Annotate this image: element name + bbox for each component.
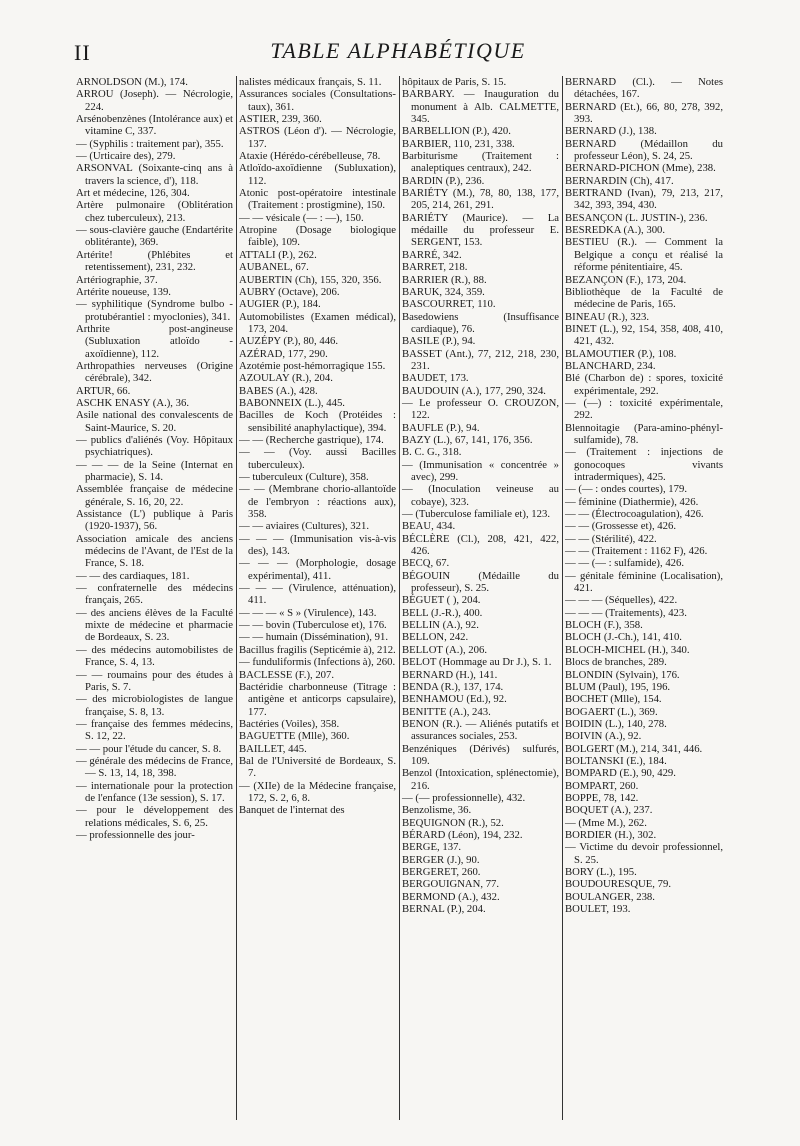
index-entry: BARBARY. — Inauguration du monument à Alb. CALMETTE, 345. [402,88,559,126]
index-entry: BARRET, 218. [402,261,468,274]
index-entry: BESANÇON (L. JUSTIN-), 236. [565,211,708,224]
index-entry: — française des femmes médecins, S. 12, 22. [76,717,233,743]
index-entry: — (— professionnelle), 432. [402,791,526,804]
index-entry: BEAU, 434. [402,520,456,533]
page-number: II [74,40,91,65]
index-entry: Benzolisme, 36. [402,804,472,817]
index-entry: — funduliformis (Infections à), 260. [239,656,396,669]
index-entry: — confraternelle des médecins français, 265. [76,582,233,607]
index-entry: BLONDIN (Sylvain), 176. [565,668,680,681]
index-entry: BOLGERT (M.), 214, 341, 446. [565,742,703,755]
index-entry: — — bovin (Tuberculose et), 176. [239,619,387,632]
index-entry: — (Immunisation « concentrée » avec), 299. [402,458,559,483]
index-entry: Basedowiens (Insuffisance cardiaque), 76. [402,310,559,335]
index-entry: — — des cardiaques, 181. [76,569,190,582]
index-columns [74,76,729,1120]
index-entry: BABONNEIX (L.), 445. [239,396,345,409]
index-entry: BOIVIN (A.), 92. [565,730,642,743]
index-entry: nalistes médicaux français, S. 11. [239,76,382,88]
page-title: TABLE ALPHABÉTIQUE [270,38,526,63]
index-entry: AUGIER (P.), 184. [239,298,321,311]
index-entry: BASILE (P.), 94. [402,335,476,348]
index-entry: BLOCH (F.), 358. [565,619,643,632]
index-entry: BENDA (R.), 137, 174. [402,680,504,693]
index-entry: BOGAERT (L.), 369. [565,705,658,718]
index-entry: BERMOND (A.), 432. [402,890,500,903]
index-entry: BERNARD (Et.), 66, 80, 278, 392, 393. [565,100,723,126]
index-entry: ATTALI (P.), 262. [239,248,317,261]
index-entry: — syphilitique (Syndrome bulbo - protubérantiel : myoclonies), 341. [76,298,233,323]
index-entry: BARBELLION (P.), 420. [402,125,511,138]
index-entry: BINEAU (R.), 323. [565,310,650,323]
index-entry: BOQUET (A.), 237. [565,804,653,817]
index-entry: Bactéries (Voiles), 358. [239,717,340,730]
index-entry: BOMPARD (E.), 90, 429. [565,767,676,780]
index-entry: Artérite noueuse, 139. [76,285,171,298]
index-entry: — — (— : sulfamide), 426. [565,557,685,570]
index-entry: BESTIEU (R.). — Comment la Belgique a conçu et réalisé la réforme pénitentiaire, 45. [565,236,723,274]
index-entry: Arsénobenzènes (Intolérance aux) et vitamine C, 337. [76,113,233,138]
index-entry: BELLON, 242. [402,631,469,644]
index-entry: BERGOUIGNAN, 77. [402,878,500,891]
index-entry: BINET (L.), 92, 154, 358, 408, 410, 421, 432. [565,322,723,348]
index-entry: BAUDET, 173. [402,372,469,385]
index-entry: ASTROS (Léon d'). — Nécrologie, 137. [239,125,396,150]
index-entry: BERGERET, 260. [402,866,481,878]
index-entry: BOULET, 193. [565,903,631,916]
index-entry: BOMPART, 260. [565,779,639,792]
index-entry: BARBIER, 110, 231, 338. [402,137,515,150]
index-entry: BERNAL (P.), 204. [402,903,486,916]
index-entry: BARIÉTY (M.), 78, 80, 138, 177, 205, 214, 261, 291. [402,187,559,212]
index-entry: B. C. G., 318. [402,446,462,459]
index-entry: BAUDOUIN (A.), 177, 290, 324. [402,384,546,397]
index-entry: BASCOURRET, 110. [402,298,496,311]
index-entry: BLOCH-MICHEL (H.), 340. [565,643,690,656]
index-entry: — (Mme M.), 262. [565,816,647,829]
index-entry: BELLOT (A.), 206. [402,643,487,656]
index-column-1 [74,76,237,1120]
index-entry: BOLTANSKI (E.), 184. [565,754,667,767]
index-entry: BAUFLE (P.), 94. [402,421,480,434]
index-entry: Barbiturisme (Traitement : analeptiques centraux), 242. [402,150,559,175]
index-entry: Atloïdo-axoïdienne (Subluxation), 112. [239,162,396,187]
index-entry: BERNARDIN (Ch), 417. [565,174,674,187]
index-entry: BERGER (J.), 90. [402,853,480,866]
index-entry: BEQUIGNON (R.), 52. [402,816,504,829]
index-entry: AUZÉPY (P.), 80, 446. [239,335,339,348]
index-entry: BOCHET (Mlle), 154. [565,693,662,706]
index-entry: — — (Électrocoagulation), 426. [565,508,704,521]
index-entry: — — — (Séquelles), 422. [565,594,678,607]
index-entry: — des anciens élèves de la Faculté mixte de médecine et pharmacie de Bordeaux, S. 23. [76,606,233,644]
index-entry: — — aviaires (Cultures), 321. [239,520,370,533]
index-entry: — (Inoculation veineuse au cobaye), 323. [402,483,559,508]
index-entry: BABES (A.), 428. [239,384,318,397]
index-entry: BERNARD (Médaillon du professeur Léon), S. 24, 25. [565,137,723,163]
index-entry: — — — (Morphologie, dosage expérimental), 411. [239,557,396,582]
index-entry: Atonic post-opératoire intestinale (Traitement : prostigmine), 150. [239,187,396,212]
index-entry: BERNARD (Cl.). — Notes détachées, 167. [565,76,723,101]
index-entry: — publics d'aliénés (Voy. Hôpitaux psychiatriques). [76,433,233,459]
index-entry: BERNARD (H.), 141. [402,668,498,681]
index-entry: BAILLET, 445. [239,742,307,755]
index-entry: — générale des médecins de France, — S. 13, 14, 18, 398. [76,754,233,780]
index-entry: Assemblée française de médecine générale, S. 16, 20, 22. [76,483,233,508]
index-entry: Artère pulmonaire (Oblitération chez tuberculeux), 213. [76,199,233,224]
index-entry: Bactéridie charbonneuse (Titrage : antigène et anticorps capsulaire), 177. [239,680,396,718]
index-entry: BELOT (Hommage au Dr J.), S. 1. [402,656,552,669]
index-entry: BÉGOUIN (Médaille du professeur), S. 25. [402,569,559,595]
index-entry: — — (Traitement : 1162 F), 426. [565,545,708,558]
index-entry: Bal de l'Université de Bordeaux, S. 7. [239,754,396,780]
index-entry: BERGE, 137. [402,841,462,854]
index-entry: Assistance (L') publique à Paris (1920-1937), 56. [76,508,233,533]
index-entry: — — (Recherche gastrique), 174. [239,433,384,446]
index-entry: BLANCHARD, 234. [565,359,656,372]
index-entry: — (—) : toxicité expérimentale, 292. [565,396,723,422]
index-column-4 [563,76,726,1120]
index-entry: Artériographie, 37. [76,273,158,286]
index-entry: Benzol (Intoxication, splénectomie), 216. [402,767,559,792]
index-entry: — — — de la Seine (Internat en pharmacie), S. 14. [76,458,233,483]
index-entry: BERNARD (J.), 138. [565,125,657,138]
index-entry: BAZY (L.), 67, 141, 176, 356. [402,433,533,446]
index-entry: ARROU (Joseph). — Nécrologie, 224. [76,88,233,113]
index-entry: — — — « S » (Virulence), 143. [239,606,377,619]
index-entry: BÉCLÈRE (Cl.), 208, 421, 422, 426. [402,532,559,558]
index-entry: ARTUR, 66. [76,384,131,397]
index-entry: BENITTE (A.), 243. [402,705,491,718]
index-entry: BORY (L.), 195. [565,866,637,878]
index-entry: AUBRY (Octave), 206. [239,285,340,298]
index-entry: — — humain (Dissémination), 91. [239,631,389,644]
index-entry: — — (Grossesse et), 426. [565,520,677,533]
index-entry: — — vésicale (— : —), 150. [239,211,364,224]
index-entry: AUBANEL, 67. [239,261,309,274]
index-entry: — (Urticaire des), 279. [76,150,176,163]
index-entry: — Victime du devoir professionnel, S. 25. [565,841,723,866]
index-entry: BERNARD-PICHON (Mme), 238. [565,162,716,175]
index-entry: — (Tuberculose familiale et), 123. [402,508,551,521]
index-entry: — (Traitement : injections de gonocoques vivants intradermiques), 425. [565,446,723,483]
index-entry: Banquet de l'internat des [239,804,345,817]
index-entry: BÉGUET ( ), 204. [402,594,481,607]
index-entry: — (— : ondes courtes), 179. [565,483,687,496]
index-entry: Blé (Charbon de) : spores, toxicité expérimentale, 292. [565,372,723,397]
index-entry: BARRIER (R.), 88. [402,273,487,286]
index-entry: BLUM (Paul), 195, 196. [565,680,671,693]
index-entry: — des médecins automobilistes de France, S. 4, 13. [76,643,233,669]
index-entry: Artérite! (Phlébites et retentissement), 231, 232. [76,248,233,274]
index-entry: Blocs de branches, 289. [565,656,667,669]
index-entry: BESREDKA (A.), 300. [565,224,666,237]
index-entry: — (XIIe) de la Médecine française, 172, S. 2, 6, 8. [239,779,396,804]
index-entry: Azotémie post-hémorragique 155. [239,359,386,372]
index-entry: — (Syphilis : traitement par), 355. [76,137,224,150]
index-entry: — pour le développement des relations médicales, S. 6, 25. [76,804,233,829]
index-entry: — professionnelle des jour- [76,828,195,841]
index-entry: BARIÉTY (Maurice). — La médaille du professeur E. SERGENT, 153. [402,211,559,249]
index-entry: BARRÉ, 342. [402,248,462,261]
index-column-2 [237,76,400,1120]
index-entry: ASTIER, 239, 360. [239,113,322,126]
index-entry: — — — (Virulence, atténuation), 411. [239,582,396,607]
index-entry: BELL (J.-R.), 400. [402,606,483,619]
index-entry: — sous-clavière gauche (Endartérite oblitérante), 369. [76,224,233,249]
index-entry: Automobilistes (Examen médical), 173, 204. [239,310,396,335]
index-entry: BOUDOURESQUE, 79. [565,878,671,891]
index-entry: BOPPE, 78, 142. [565,791,639,804]
index-entry: AZOULAY (R.), 204. [239,372,333,385]
index-entry: — — roumains pour des études à Paris, S. 7. [76,668,233,693]
index-entry: Art et médecine, 126, 304. [76,187,190,200]
index-entry: BENHAMOU (Ed.), 92. [402,693,507,706]
index-entry: — — (Membrane chorio-allantoïde de l'embryon : réactions aux), 358. [239,483,396,521]
index-entry: ARNOLDSON (M.), 174. [76,76,188,88]
index-entry: Arthrite post-angineuse (Subluxation atloïdo - axoïdienne), 112. [76,322,233,360]
index-entry: BARUK, 324, 359. [402,285,485,298]
index-entry: BENON (R.). — Aliénés putatifs et assurances sociales, 253. [402,717,559,743]
index-entry: BELLIN (A.), 92. [402,619,479,632]
index-entry: Asile national des convalescents de Saint-Maurice, S. 20. [76,409,233,434]
index-entry: BÉRARD (Léon), 194, 232. [402,828,523,841]
index-entry: Arthropathies nerveuses (Origine cérébrale), 342. [76,359,233,385]
index-entry: — — — (Traitements), 423. [565,606,687,619]
index-entry: BOULANGER, 238. [565,890,655,903]
index-entry: — — — (Immunisation vis-à-vis des), 143. [239,532,396,558]
index-entry: — — (Stérilité), 422. [565,532,657,545]
index-entry: BACLESSE (F.), 207. [239,668,335,681]
index-entry: BEZANÇON (F.), 173, 204. [565,273,687,286]
index-entry: BLOCH (J.-Ch.), 141, 410. [565,631,682,644]
index-entry: Blennoitagie (Para-amino-phényl-sulfamide), 78. [565,421,723,446]
index-entry: BASSET (Ant.), 77, 212, 218, 230, 231. [402,347,559,372]
index-entry: BOIDIN (L.), 140, 278. [565,717,667,730]
index-entry: hôpitaux de Paris, S. 15. [402,76,507,88]
index-entry: Ataxie (Hérédo-cérébelleuse, 78. [239,150,381,163]
index-entry: Bacillus fragilis (Septicémie à), 212. [239,643,396,656]
index-entry: ASCHK ENASY (A.), 36. [76,396,190,409]
index-entry: Bibliothèque de la Faculté de médecine de Paris, 165. [565,285,723,311]
index-entry: BLAMOUTIER (P.), 108. [565,347,677,360]
index-entry: BECQ, 67. [402,557,450,570]
index-entry: — féminine (Diathermie), 426. [565,495,699,508]
index-entry: Assurances sociales (Consultations-taux), 361. [239,88,396,113]
index-entry: BERTRAND (Ivan), 79, 213, 217, 342, 393, 394, 430. [565,187,723,212]
index-entry: — tuberculeux (Culture), 358. [239,471,369,483]
index-entry: Atropine (Dosage biologique faible), 109. [239,224,396,249]
index-entry: — — (Voy. aussi Bacilles tuberculeux). [239,446,396,471]
index-entry: BARDIN (P.), 236. [402,174,485,187]
page-header [74,38,722,72]
index-column-3 [400,76,563,1120]
index-entry: BAGUETTE (Mlle), 360. [239,730,350,743]
index-entry: — Le professeur O. CROUZON, 122. [402,396,559,422]
index-entry: Bacilles de Koch (Protéides : sensibilité anaphylactique), 394. [239,409,396,434]
index-entry: — génitale féminine (Localisation), 421. [565,569,723,595]
index-entry: AUBERTIN (Ch), 155, 320, 356. [239,273,382,286]
index-entry: — des microbiologistes de langue française, S. 8, 13. [76,693,233,718]
index-entry: ARSONVAL (Soixante-cinq ans à travers la science, d'), 118. [76,162,233,187]
index-entry: BORDIER (H.), 302. [565,828,657,841]
index-entry: Association amicale des anciens médecins de l'Avant, de l'Est de la France, S. 18. [76,532,233,570]
index-entry: Benzéniques (Dérivés) sulfurés, 109. [402,742,559,767]
index-entry: AZÉRAD, 177, 290. [239,347,328,360]
index-entry: — — pour l'étude du cancer, S. 8. [76,742,222,755]
index-entry: — internationale pour la protection de l'enfance (13e session), S. 17. [76,779,233,804]
